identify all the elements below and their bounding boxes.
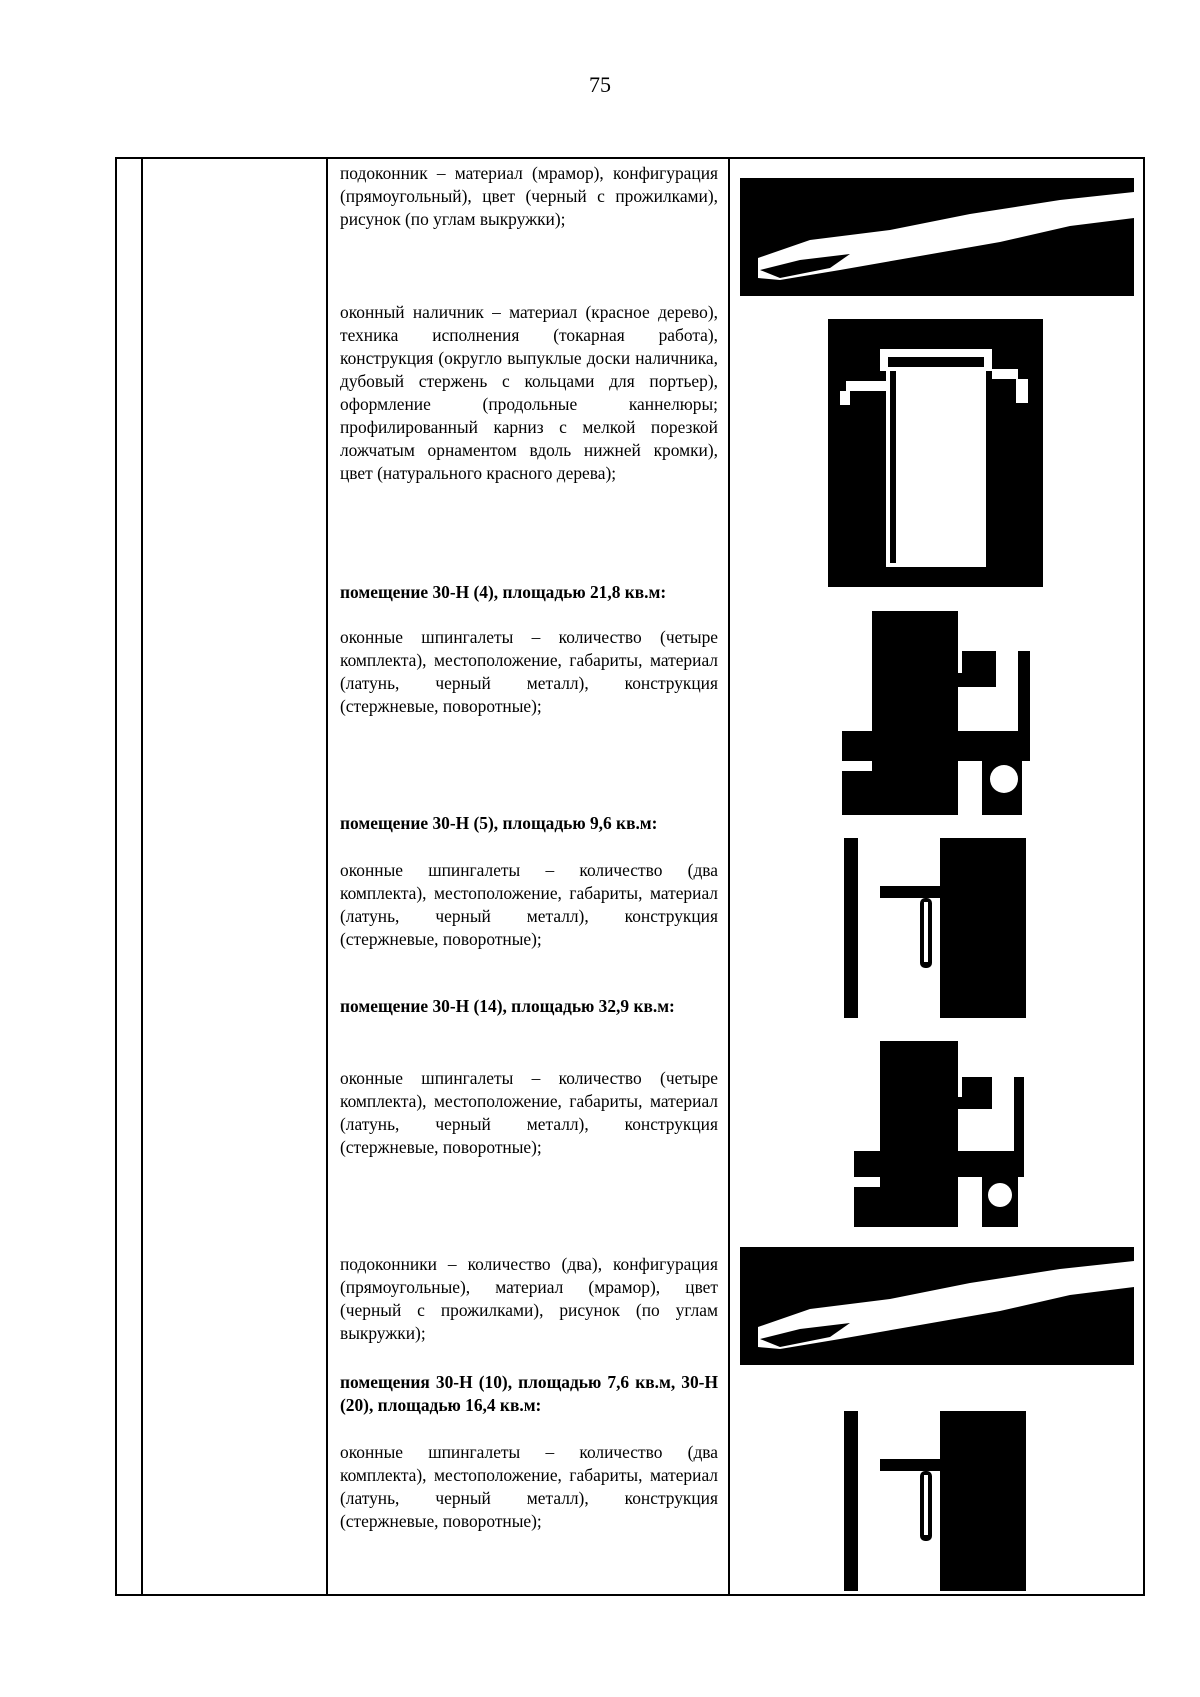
item-windowsills-text: подоконники – количество (два), конфигурация (прямоугольные), материал (мрамор), цвет (черный с прожилками), рисунок (по углам выкружки); xyxy=(340,1254,718,1343)
page-number: 75 xyxy=(589,72,611,97)
item-window-latches-text: оконные шпингалеты – количество (четыре комплекта), местоположение, габариты, материал (латунь, черный металл), конструкция (стержневые, поворотные); xyxy=(340,627,718,716)
room-heading: помещение 30-Н (14), площадью 32,9 кв.м: xyxy=(340,996,675,1016)
table-column-divider xyxy=(728,157,730,1596)
item-window-latches-text: оконные шпингалеты – количество (четыре комплекта), местоположение, габариты, материал (латунь, черный металл), конструкция (стержневые, поворотные); xyxy=(340,1068,718,1157)
item-windowsill-text: подоконник – материал (мрамор), конфигурация (прямоугольный), цвет (черный с прожилками), рисунок (по углам выкружки); xyxy=(340,163,718,229)
table-top-border xyxy=(115,157,1145,159)
window-latch-photo xyxy=(854,1041,1024,1227)
room-heading: помещение 30-Н (5), площадью 9,6 кв.м: xyxy=(340,813,658,833)
window-casing-photo xyxy=(828,319,1043,587)
room-heading: помещение 30-Н (4), площадью 21,8 кв.м: xyxy=(340,582,667,602)
table-column-divider xyxy=(141,157,143,1596)
table-column-divider xyxy=(326,157,328,1596)
windowsill-photo xyxy=(740,178,1134,296)
window-latch-photo xyxy=(844,1411,1026,1591)
table-left-border xyxy=(115,157,117,1596)
window-latch-photo xyxy=(842,611,1030,815)
window-latch-photo xyxy=(844,838,1026,1018)
item-window-casing-text: оконный наличник – материал (красное дерево), техника исполнения (токарная работа), конструкция (округло выпуклые доски наличника, дубовый стержень с кольцами для портьер), оформление (продольные каннелюры; профилированный карниз с мелкой порезкой ложчатым орнаментом вдоль нижней кромки), цвет (натурального красного дерева); xyxy=(340,302,718,483)
item-window-latches-text: оконные шпингалеты – количество (два комплекта), местоположение, габариты, материал (латунь, черный металл), конструкция (стержневые, поворотные); xyxy=(340,1442,718,1531)
item-window-latches-text: оконные шпингалеты – количество (два комплекта), местоположение, габариты, материал (латунь, черный металл), конструкция (стержневые, поворотные); xyxy=(340,860,718,949)
table-right-border xyxy=(1143,157,1145,1596)
room-heading: помещения 30-Н (10), площадью 7,6 кв.м, 30-Н (20), площадью 16,4 кв.м: xyxy=(340,1372,718,1415)
windowsill-photo xyxy=(740,1247,1134,1365)
table-bottom-border xyxy=(115,1594,1145,1596)
